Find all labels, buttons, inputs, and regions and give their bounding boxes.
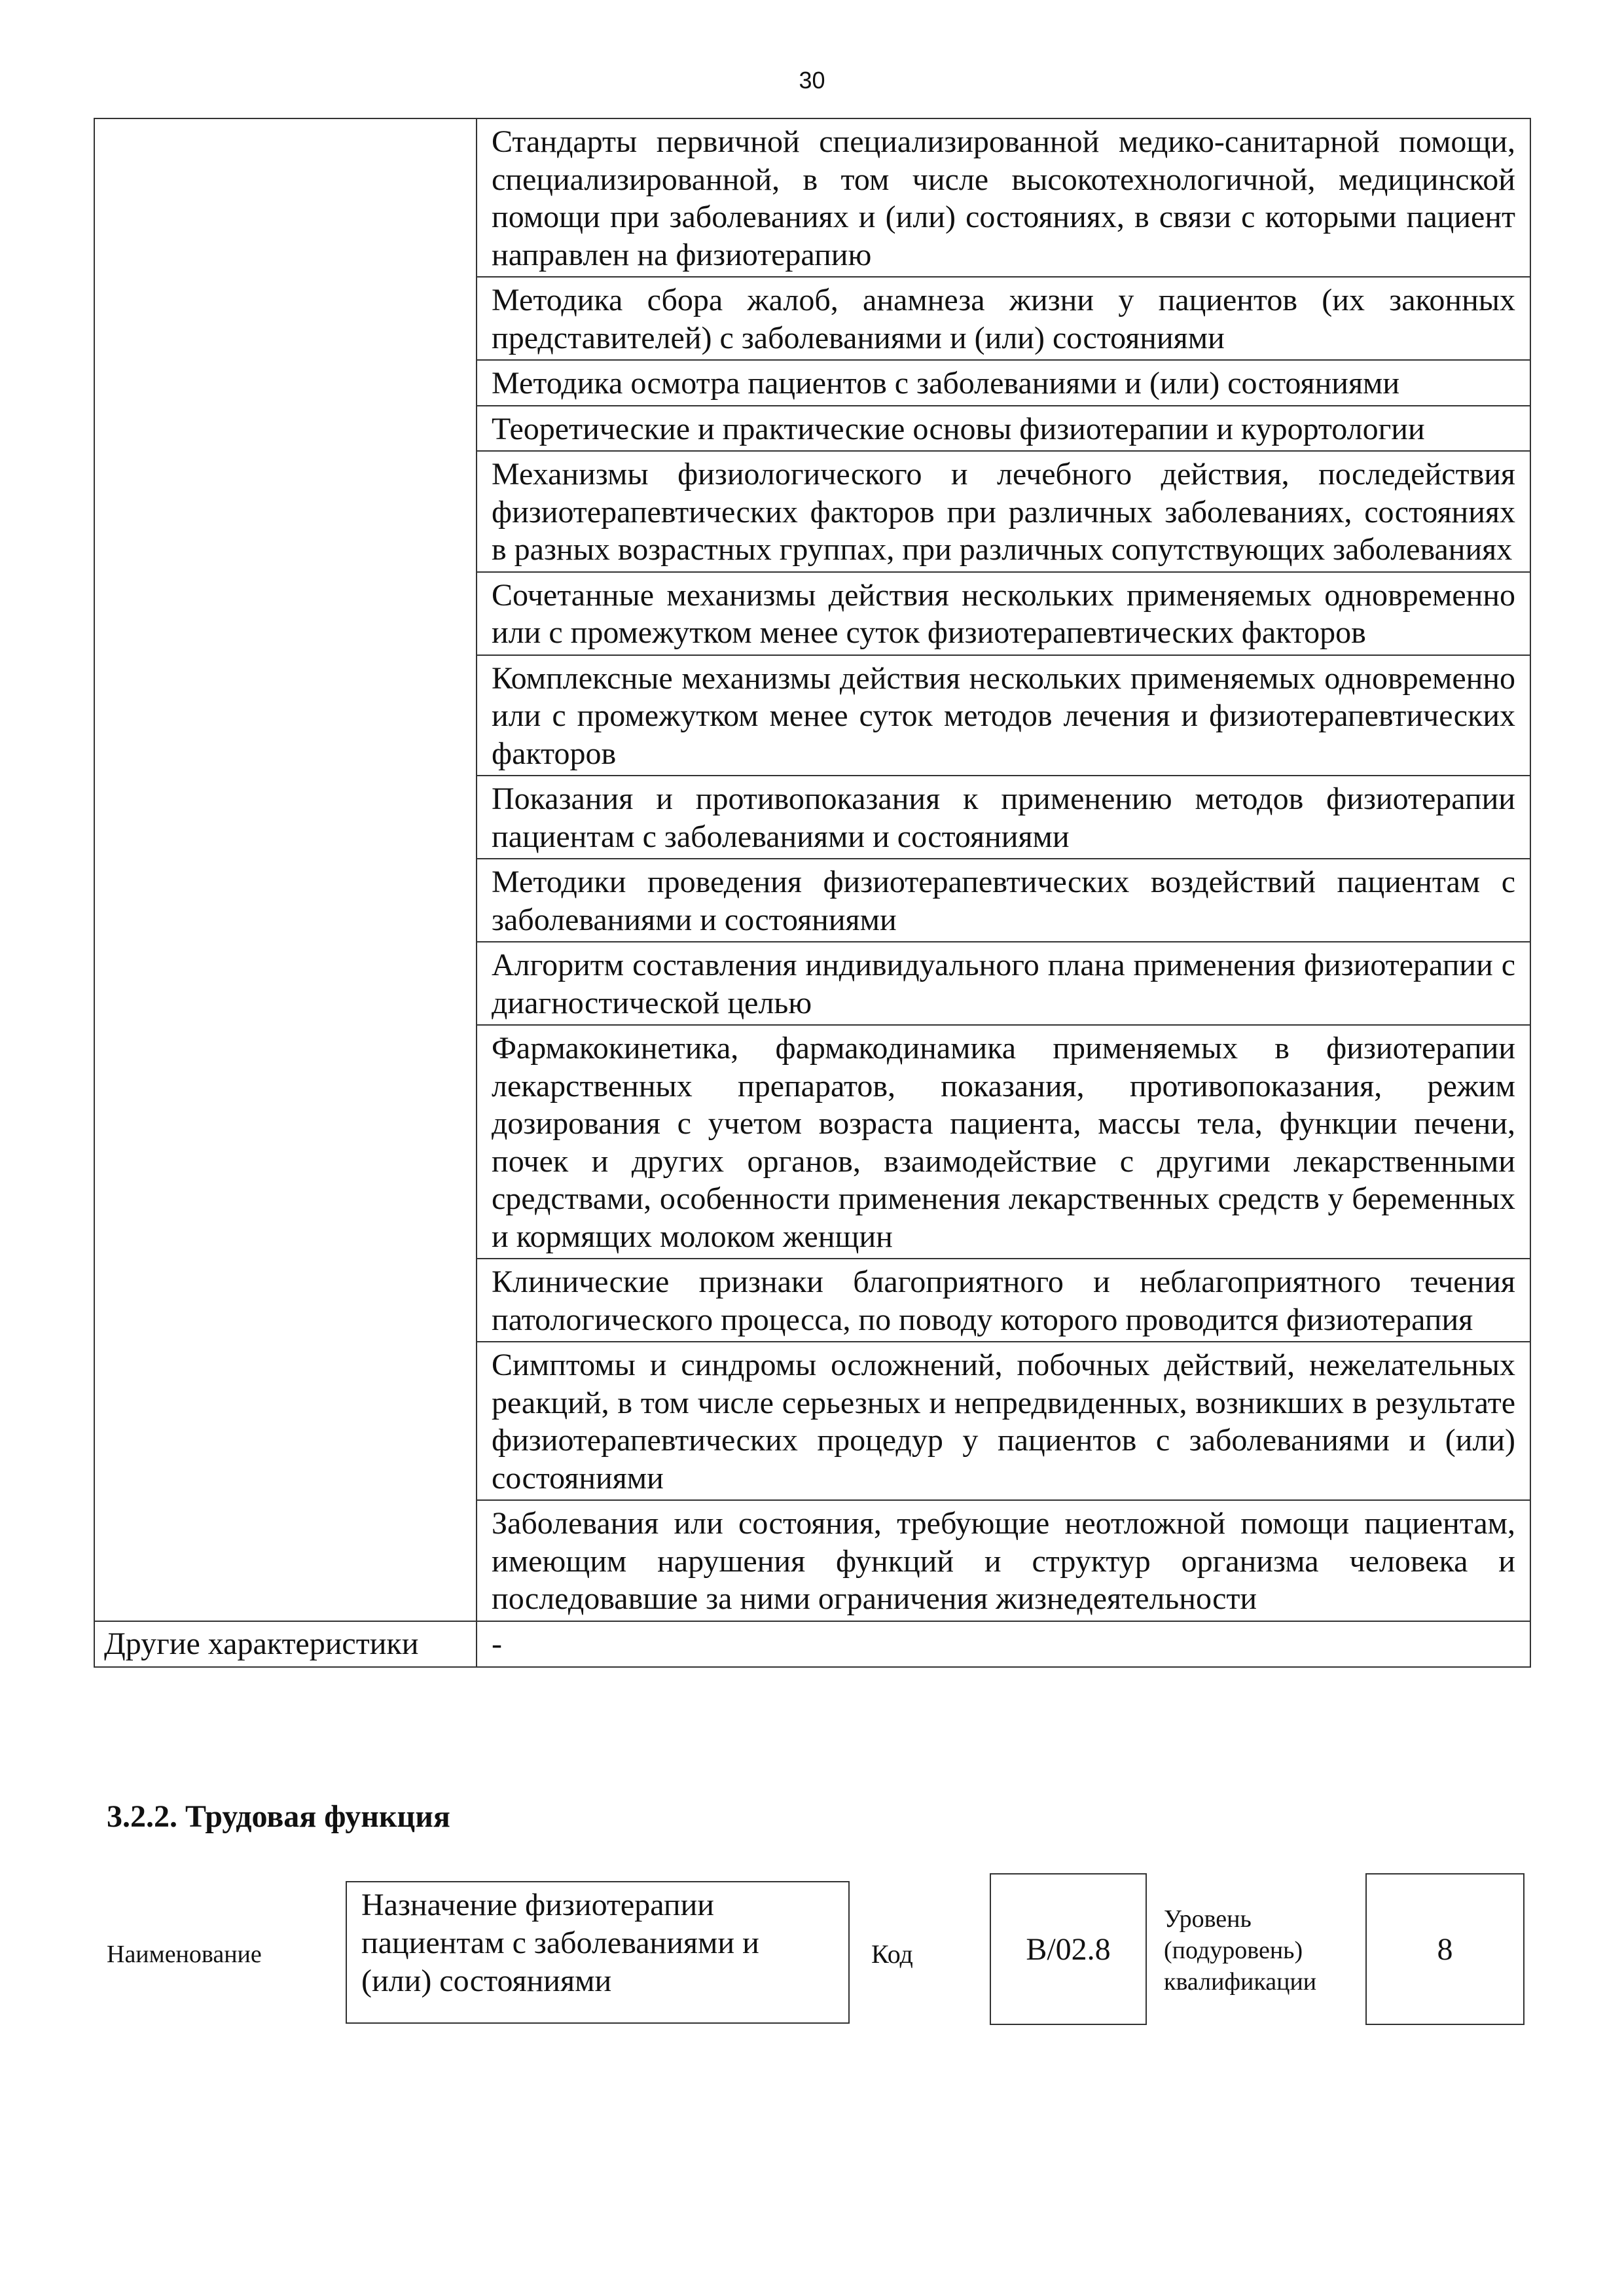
code-label: Код bbox=[871, 1939, 913, 1969]
knowledge-item: Стандарты первичной специализированной медико-санитарной помощи, специализированной, в том числе высокотехнологичной, медицинской помощи при заболеваниях и (или) состояниях, в связи с которыми пациент направлен на физиотерапию bbox=[477, 118, 1530, 277]
other-characteristics-label: Другие характеристики bbox=[94, 1621, 477, 1667]
qualification-level-label-line: квалификации bbox=[1164, 1968, 1317, 1996]
necessary-knowledge-label-cell bbox=[94, 118, 477, 1621]
labor-function-row bbox=[0, 1873, 1624, 2030]
qualification-level-label-line: Уровень bbox=[1164, 1905, 1252, 1933]
knowledge-item: Методики проведения физиотерапевтических воздействий пациентам с заболеваниями и состояниями bbox=[477, 859, 1530, 942]
knowledge-item: Фармакокинетика, фармакодинамика применяемых в физиотерапии лекарственных препаратов, показания, противопоказания, режим дозирования с учетом возраста пациента, массы тела, функции печени, почек и других органов, взаимодействие с другими лекарственными средствами, особенности применения лекарственных средств у беременных и кормящих молоком женщин bbox=[477, 1025, 1530, 1259]
name-value-box: Назначение физиотерапии пациентам с заболеваниями и (или) состояниями bbox=[346, 1881, 850, 2024]
knowledge-item: Алгоритм составления индивидуального плана применения физиотерапии с диагностической целью bbox=[477, 942, 1530, 1025]
qualification-level-label bbox=[1164, 1903, 1316, 1998]
qualification-level-label-line: (подуровень) bbox=[1164, 1937, 1303, 1964]
knowledge-item: Теоретические и практические основы физиотерапии и курортологии bbox=[477, 406, 1530, 452]
qualification-level-box bbox=[1365, 1873, 1525, 2025]
knowledge-item: Сочетанные механизмы действия нескольких применяемых одновременно или с промежутком менее суток физиотерапевтических факторов bbox=[477, 572, 1530, 655]
table-row bbox=[94, 1621, 1530, 1667]
code-value: B/02.8 bbox=[1026, 1931, 1111, 1967]
knowledge-item: Клинические признаки благоприятного и неблагоприятного течения патологического процесса, по поводу которого проводится физиотерапия bbox=[477, 1259, 1530, 1342]
name-label: Наименование bbox=[107, 1941, 262, 1968]
table-row bbox=[94, 118, 1530, 277]
knowledge-item: Методика осмотра пациентов с заболеваниями и (или) состояниями bbox=[477, 360, 1530, 406]
page-number: 30 bbox=[799, 67, 825, 94]
knowledge-item: Заболевания или состояния, требующие неотложной помощи пациентам, имеющим нарушения функций и структур организма человека и последовавшие за ними ограничения жизнедеятельности bbox=[477, 1500, 1530, 1621]
knowledge-item: Механизмы физиологического и лечебного действия, последействия физиотерапевтических факторов при различных заболеваниях, состояниях в разных возрастных группах, при различных сопутствующих заболеваниях bbox=[477, 451, 1530, 572]
code-value-box bbox=[990, 1873, 1147, 2025]
knowledge-table bbox=[94, 118, 1531, 1668]
knowledge-item: Методика сбора жалоб, анамнеза жизни у пациентов (их законных представителей) с заболеваниями и (или) состояниями bbox=[477, 277, 1530, 360]
section-heading: 3.2.2. Трудовая функция bbox=[107, 1799, 450, 1834]
knowledge-item: Комплексные механизмы действия нескольких применяемых одновременно или с промежутком менее суток методов лечения и физиотерапевтических факторов bbox=[477, 655, 1530, 776]
other-characteristics-value: - bbox=[477, 1621, 1530, 1667]
knowledge-item: Симптомы и синдромы осложнений, побочных действий, нежелательных реакций, в том числе серьезных и непредвиденных, возникших в результате физиотерапевтических процедур у пациентов с заболеваниями и (или) состояниями bbox=[477, 1342, 1530, 1500]
knowledge-item: Показания и противопоказания к применению методов физиотерапии пациентам с заболеваниями и состояниями bbox=[477, 776, 1530, 859]
qualification-level-value: 8 bbox=[1437, 1931, 1453, 1967]
